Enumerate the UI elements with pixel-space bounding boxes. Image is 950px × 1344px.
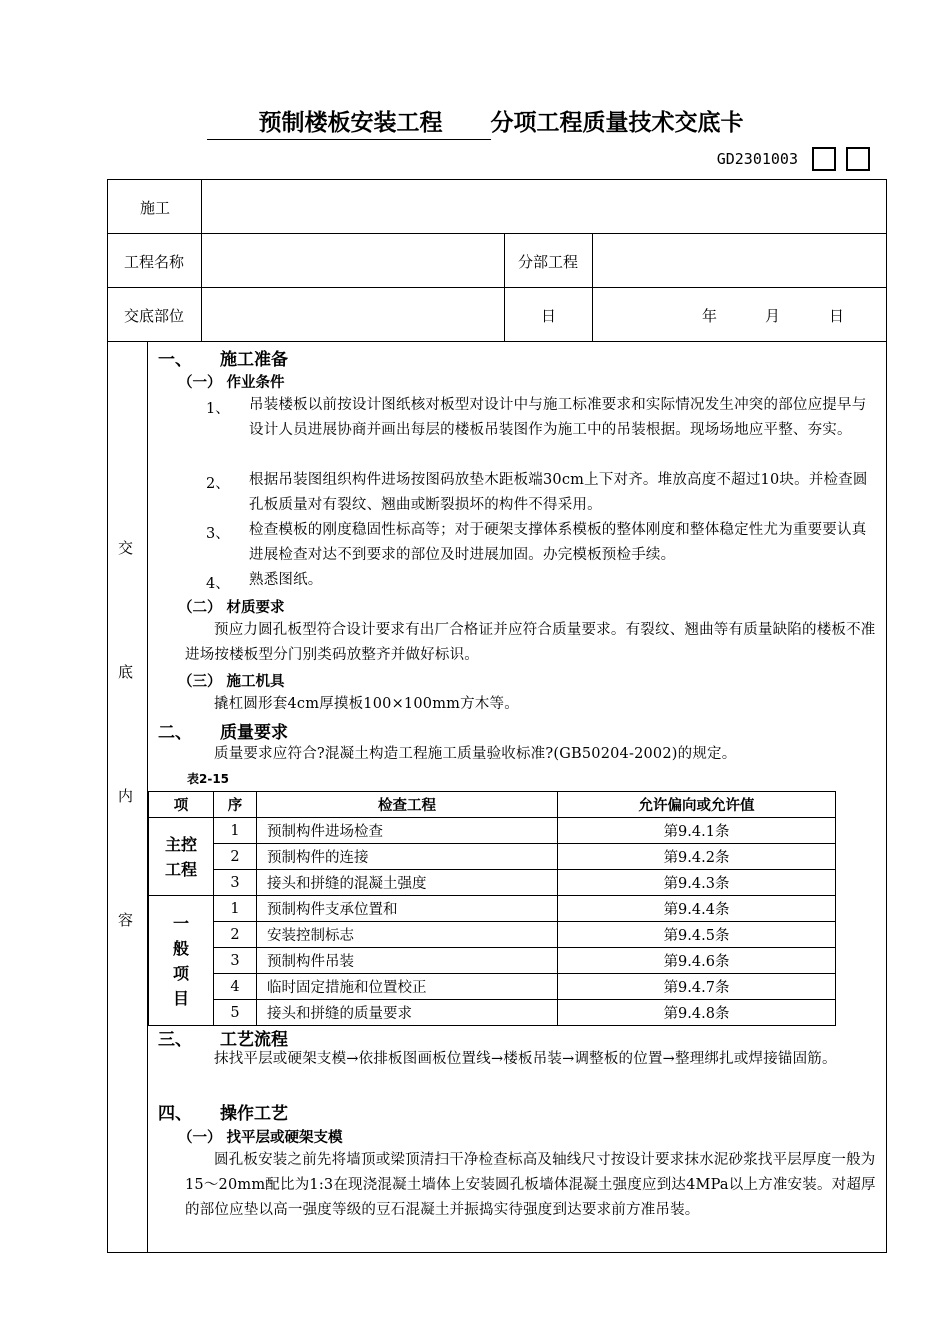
- side-label-2: 底: [118, 663, 134, 681]
- divider: [201, 179, 202, 341]
- location-label: 交底部位: [124, 307, 185, 325]
- row-seq: 4: [214, 974, 257, 1000]
- quality-text: 质量要求应符合?混凝土构造工程施工质量验收标准?(GB50204-2002)的规定。: [214, 746, 737, 762]
- col-header: 项: [149, 792, 214, 818]
- row-item: 接头和拼缝的质量要求: [257, 1000, 558, 1026]
- item-number: 2、: [206, 476, 230, 492]
- title-project-name: 预制楼板安装工程: [207, 104, 491, 140]
- side-label-1: 交: [118, 539, 134, 557]
- section-title: 工艺流程: [220, 1030, 288, 1050]
- quality-table: [148, 791, 836, 1026]
- table-row: [149, 870, 836, 896]
- subsection-1-3-heading: （三） 施工机具: [178, 674, 285, 690]
- item-text: 检查模板的刚度稳固性标高等；对于硬架支撑体系模板的整体刚度和整体稳定性尤为重要要认真进展检查对达不到要求的部位及时进展加固。办完模板预检手续。: [249, 522, 867, 563]
- row-seq: 1: [214, 818, 257, 844]
- section-number: 四、: [158, 1104, 192, 1124]
- divider: [592, 233, 593, 341]
- month-label: 月: [765, 307, 781, 325]
- day-label: 日: [829, 307, 845, 325]
- divider: [107, 233, 887, 234]
- side-label-3: 内: [118, 787, 134, 805]
- row-seq: 2: [214, 844, 257, 870]
- subsection-1-1-heading: （一） 作业条件: [178, 375, 285, 391]
- col-header: 序: [214, 792, 257, 818]
- section-number: 一、: [158, 350, 192, 370]
- row-value: 第9.4.3条: [558, 870, 836, 896]
- row-item: 预制构件进场检查: [257, 818, 558, 844]
- row-item: 临时固定措施和位置校正: [257, 974, 558, 1000]
- page-title: [0, 104, 950, 140]
- item-text: 熟悉图纸。: [249, 572, 323, 588]
- row-seq: 1: [214, 896, 257, 922]
- row-item: 预制构件支承位置和: [257, 896, 558, 922]
- table-row: [149, 1000, 836, 1026]
- row-item: 接头和拼缝的混凝土强度: [257, 870, 558, 896]
- section-4-heading: [158, 1099, 288, 1124]
- section-title: 施工准备: [220, 350, 288, 370]
- construction-label: 施工: [140, 199, 171, 217]
- table-label: 表2-15: [187, 772, 230, 786]
- table-row: [149, 896, 836, 922]
- section-2-heading: [158, 718, 288, 743]
- subsection-4-1-heading: （一） 找平层或硬架支模: [178, 1130, 343, 1146]
- table-header-row: [149, 792, 836, 818]
- row-value: 第9.4.7条: [558, 974, 836, 1000]
- group-main-control: 主控工程: [149, 818, 214, 896]
- divider: [504, 233, 505, 341]
- table-row: [149, 948, 836, 974]
- date-label: 日: [541, 307, 557, 325]
- item-text: 根据吊装图组织构件进场按图码放垫木距板端30cm上下对齐。堆放高度不超过10块。并检查圆孔板质量对有裂纹、翘曲或断裂损坏的构件不得采用。: [249, 472, 868, 513]
- year-label: 年: [702, 307, 718, 325]
- row-value: 第9.4.1条: [558, 818, 836, 844]
- col-header: 检查工程: [257, 792, 558, 818]
- row-value: 第9.4.8条: [558, 1000, 836, 1026]
- leveling-text: 圆孔板安装之前先将墙顶或梁顶清扫干净检查标高及轴线尺寸按设计要求抹水泥砂浆找平层厚度一般为15～20mm配比为1:3在现浇混凝土墙体上安装圆孔板墙体混凝土强度应到达4MPa以上方准安装。对超厚的部位应垫以高一强度等级的豆石混凝土并振捣实待强度到达要求前方准吊装。: [185, 1152, 876, 1218]
- sub-project-label: 分部工程: [518, 253, 579, 271]
- side-label-4: 容: [118, 911, 134, 929]
- row-value: 第9.4.4条: [558, 896, 836, 922]
- table-row: [149, 844, 836, 870]
- divider: [107, 287, 887, 288]
- table-row: [149, 922, 836, 948]
- section-number: 二、: [158, 723, 192, 743]
- table-row: [149, 974, 836, 1000]
- row-value: 第9.4.2条: [558, 844, 836, 870]
- row-seq: 3: [214, 948, 257, 974]
- checkbox-1[interactable]: [812, 147, 836, 171]
- divider: [107, 341, 887, 342]
- document-code: GD2301003: [716, 150, 798, 168]
- item-number: 3、: [206, 526, 230, 542]
- col-header: 允许偏向或允许值: [558, 792, 836, 818]
- materials-text: 预应力圆孔板型符合设计要求有出厂合格证并应符合质量要求。有裂纹、翘曲等有质量缺陷的楼板不准进场按楼板型分门别类码放整齐并做好标识。: [185, 622, 876, 663]
- section-title: 质量要求: [220, 723, 288, 743]
- row-seq: 2: [214, 922, 257, 948]
- row-value: 第9.4.6条: [558, 948, 836, 974]
- row-item: 预制构件吊装: [257, 948, 558, 974]
- group-general: 一般项目: [149, 896, 214, 1026]
- project-name-label: 工程名称: [124, 253, 185, 271]
- row-seq: 5: [214, 1000, 257, 1026]
- tools-text: 撬杠圆形套4cm厚摸板100×100mm方木等。: [214, 696, 519, 712]
- checkbox-2[interactable]: [846, 147, 870, 171]
- section-number: 三、: [158, 1030, 192, 1050]
- item-text: 吊装楼板以前按设计图纸核对板型对设计中与施工标准要求和实际情况发生冲突的部位应提早与设计人员进展协商并画出每层的楼板吊装图作为施工中的吊装根据。现场场地应平整、夯实。: [249, 397, 867, 438]
- item-number: 4、: [206, 576, 230, 592]
- row-item: 安装控制标志: [257, 922, 558, 948]
- item-number: 1、: [206, 401, 230, 417]
- section-title: 操作工艺: [220, 1104, 288, 1124]
- title-suffix: 分项工程质量技术交底卡: [490, 110, 744, 136]
- section-1-heading: [158, 345, 288, 370]
- table-row: [149, 818, 836, 844]
- row-value: 第9.4.5条: [558, 922, 836, 948]
- row-item: 预制构件的连接: [257, 844, 558, 870]
- row-seq: 3: [214, 870, 257, 896]
- subsection-1-2-heading: （二） 材质要求: [178, 600, 285, 616]
- process-text: 抹找平层或硬架支模→依排板图画板位置线→楼板吊装→调整板的位置→整理绑扎或焊接锚固筋。: [214, 1051, 837, 1067]
